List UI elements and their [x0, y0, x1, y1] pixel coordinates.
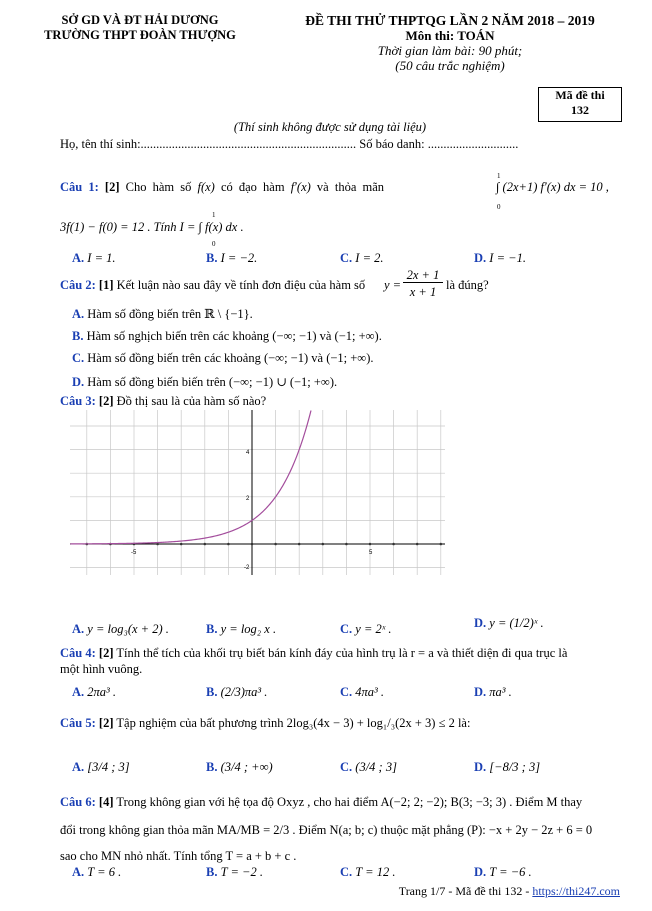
question-6-line-1 [60, 795, 582, 810]
question-2-tail: là đúng? [446, 278, 489, 292]
q2-option-c[interactable]: C. Hàm số đồng biến trên các khoảng (−∞; −1) và (−1; +∞). [72, 351, 374, 365]
question-4-line-1 [60, 646, 567, 661]
footer-link[interactable]: https://thi247.com [532, 884, 620, 898]
q1-option-a[interactable]: A. I = 1. [72, 251, 116, 265]
exam-subject: Môn thi: TOÁN [405, 28, 495, 43]
q1-option-b[interactable]: B. I = −2. [206, 251, 258, 265]
exam-question-count: (50 câu trắc nghiệm) [395, 58, 505, 73]
function-graph [70, 410, 445, 575]
question-2-numerator: 2x + 1 [403, 268, 443, 283]
q6-option-a[interactable]: A. T = 6 . [72, 865, 122, 879]
question-4-text-2: một hình vuông. [60, 662, 143, 676]
question-4-level: [2] [98, 646, 114, 660]
q4-option-a[interactable]: A. 2πa³ . [72, 685, 117, 699]
question-4-text-1: Tính thể tích của khối trụ biết bán kính đáy của hình trụ là r = a và thiết diện đi qua trục là [116, 646, 568, 660]
q3-option-c[interactable]: C. y = 2ˣ . [340, 622, 392, 636]
footer-text: Trang 1/7 - Mã đề thi 132 - [398, 884, 533, 898]
exam-code-label: Mã đề thi [555, 88, 605, 102]
y-tick-2: 2 [246, 496, 250, 502]
integral-1-lower: 0 [497, 203, 501, 211]
school-header [20, 13, 260, 43]
q5-option-b[interactable]: B. (3/4 ; +∞) [206, 760, 273, 774]
y-tick-neg2: -2 [244, 565, 250, 571]
question-5-level: [2] [98, 716, 114, 730]
integral-2: I = ∫ f(x) dx . [179, 220, 244, 234]
exam-code-value: 132 [571, 103, 589, 117]
school-name: TRƯỜNG THPT ĐOÀN THƯỢNG [44, 28, 236, 42]
q5-option-d[interactable]: D. [−8/3 ; 3] [474, 760, 541, 774]
integral-2-lower: 0 [212, 240, 216, 248]
q6-option-c[interactable]: C. T = 12 . [340, 865, 396, 879]
exponential-curve [70, 411, 311, 544]
question-6-text-2: đổi trong không gian thỏa mãn MA/MB = 2/3 . Điểm N(a; b; c) thuộc mặt phẳng (P): −x + 2y − 2z + 6 = 0 [60, 823, 593, 837]
question-4-label: Câu 4: [60, 646, 96, 660]
exam-duration: Thời gian làm bài: 90 phút; [377, 43, 523, 58]
question-1-line-1 [60, 180, 384, 195]
question-1-text-a: Cho hàm số [125, 180, 192, 194]
integral-1: ∫ (2x+1) f′(x) dx = 10 , [496, 180, 609, 194]
q3-option-a[interactable]: A. y = log₃(x + 2) . [72, 622, 169, 636]
question-1-label: Câu 1: [60, 180, 99, 194]
q5-option-c[interactable]: C. (3/4 ; 3] [340, 760, 397, 774]
q4-option-d[interactable]: D. πa³ . [474, 685, 512, 699]
question-2-label: Câu 2: [60, 278, 96, 292]
question-2-line [60, 278, 365, 293]
question-6-label: Câu 6: [60, 795, 96, 809]
question-2-text: Kết luận nào sau đây về tính đơn điệu của hàm số [116, 278, 366, 292]
exam-note: (Thí sinh không được sử dụng tài liệu) [233, 120, 427, 134]
candidate-info-line: Họ, tên thí sinh:..................................................................... Số báo danh: ............................. [60, 137, 519, 151]
q5-option-a[interactable]: A. [3/4 ; 3] [72, 760, 130, 774]
q3-option-b[interactable]: B. y = log₂ x . [206, 622, 277, 636]
question-2-denominator: x + 1 [409, 285, 437, 299]
q2-option-a[interactable]: A. Hàm số đồng biến trên ℝ \ {−1}. [72, 307, 253, 321]
question-1-f: f(x) [197, 180, 215, 194]
question-2-level: [1] [98, 278, 114, 292]
q4-option-c[interactable]: C. 4πa³ . [340, 685, 385, 699]
integral-1-upper: 1 [497, 172, 501, 180]
exam-header [280, 13, 620, 73]
page-footer [399, 884, 620, 899]
question-5-line [60, 716, 470, 731]
question-3-label: Câu 3: [60, 394, 96, 408]
q6-option-b[interactable]: B. T = −2 . [206, 865, 263, 879]
x-tick-5: 5 [369, 550, 373, 556]
question-1-text-c: và thỏa mãn [316, 180, 385, 194]
question-6-text-3: sao cho MN nhỏ nhất. Tính tổng T = a + b + c . [60, 849, 297, 863]
q2-option-b[interactable]: B. Hàm số nghịch biến trên các khoảng (−∞; −1) và (−1; +∞). [72, 329, 382, 343]
q6-option-d[interactable]: D. T = −6 . [474, 865, 532, 879]
y-tick-4: 4 [246, 450, 250, 456]
q1-option-d[interactable]: D. I = −1. [474, 251, 526, 265]
question-2-func: y = [384, 278, 402, 292]
question-1-condition: 3f(1) − f(0) = 12 . Tính [60, 220, 177, 234]
q2-option-d[interactable]: D. Hàm số đồng biến biến trên (−∞; −1) ∪ (−1; +∞). [72, 375, 338, 389]
question-1-text-b: có đạo hàm [220, 180, 285, 194]
q4-option-b[interactable]: B. (2/3)πa³ . [206, 685, 268, 699]
question-6-text-1: Trong không gian với hệ tọa độ Oxyz , cho hai điểm A(−2; 2; −2); B(3; −3; 3) . Điểm M thay [116, 795, 583, 809]
integral-2-upper: 1 [212, 211, 216, 219]
question-3-level: [2] [98, 394, 114, 408]
q1-option-c[interactable]: C. I = 2. [340, 251, 384, 265]
exam-title: ĐỀ THI THỬ THPTQG LẦN 2 NĂM 2018 – 2019 [305, 13, 595, 28]
question-6-level: [4] [98, 795, 114, 809]
question-1-line-2 [60, 220, 244, 235]
exam-code-box [538, 87, 622, 122]
question-3-line [60, 394, 266, 409]
x-tick-neg5: -5 [131, 550, 137, 556]
question-1-fprime: f′(x) [290, 180, 311, 194]
question-5-label: Câu 5: [60, 716, 96, 730]
q3-option-d[interactable]: D. y = (1/2)ˣ . [474, 616, 544, 630]
question-3-text: Đồ thị sau là của hàm số nào? [116, 394, 267, 408]
question-5-text: Tập nghiệm của bất phương trình 2log₃(4x − 3) + log₁/₃(2x + 3) ≤ 2 là: [116, 716, 471, 730]
question-1-level: [2] [104, 180, 120, 194]
department-name: SỞ GD VÀ ĐT HẢI DƯƠNG [61, 13, 219, 27]
